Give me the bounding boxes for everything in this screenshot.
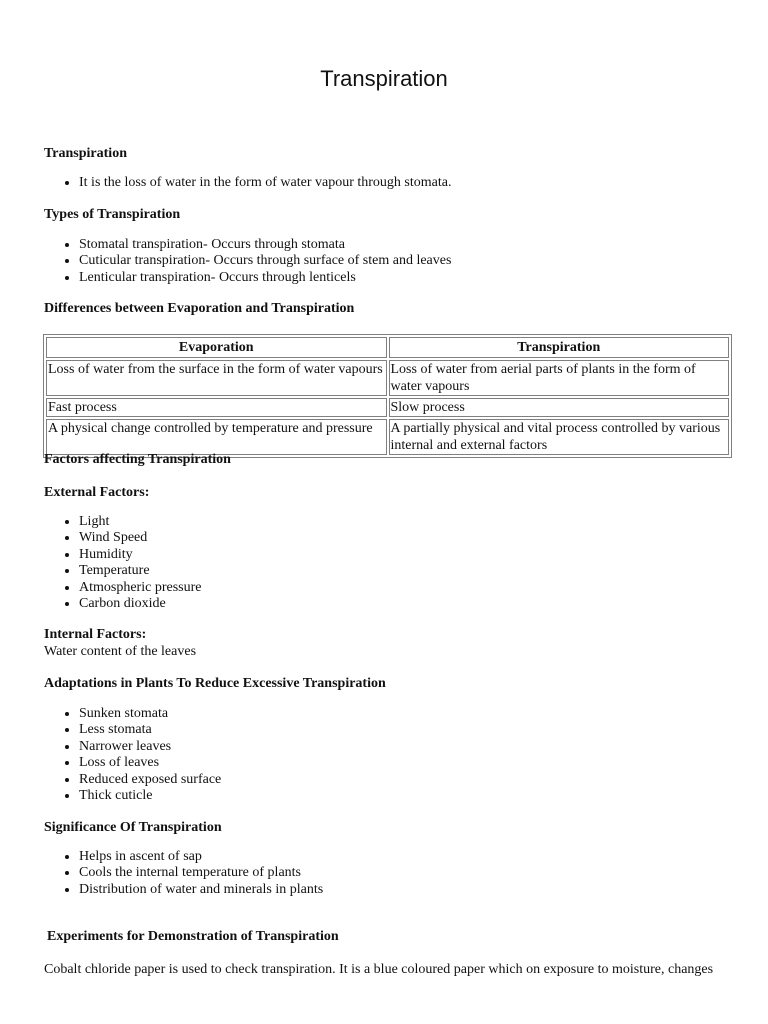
heading-adaptations: Adaptations in Plants To Reduce Excessive Transpiration: [44, 676, 386, 691]
heading-internal-factors: Internal Factors:: [44, 627, 147, 642]
types-list: [44, 237, 451, 286]
page-title: Transpiration: [320, 66, 448, 91]
table-row: [46, 398, 729, 417]
list-item: • Narrower leaves: [79, 739, 221, 755]
comparison-table: [43, 334, 732, 458]
table-cell: Loss of water from the surface in the form of water vapours: [46, 360, 387, 396]
table-row: [46, 360, 729, 396]
internal-factors-text: Water content of the leaves: [44, 644, 197, 659]
external-factors-list: [44, 514, 201, 612]
significance-list: [44, 849, 323, 898]
list-item: • Distribution of water and minerals in plants: [79, 882, 323, 898]
list-item: • Carbon dioxide: [79, 596, 201, 612]
list-item: • Wind Speed: [79, 530, 201, 546]
list-item: • Light: [79, 514, 201, 530]
table-cell: Loss of water from aerial parts of plants in the form of water vapours: [389, 360, 730, 396]
heading-differences: Differences between Evaporation and Transpiration: [44, 301, 355, 316]
column-header-evaporation: Evaporation: [46, 337, 387, 358]
list-item: • Thick cuticle: [79, 788, 221, 804]
column-header-transpiration: Transpiration: [389, 337, 730, 358]
experiments-text: Cobalt chloride paper is used to check transpiration. It is a blue coloured paper which on exposure to moisture, changes: [44, 962, 714, 977]
adaptations-list: [44, 706, 221, 804]
list-item: • Temperature: [79, 563, 201, 579]
list-item: • Reduced exposed surface: [79, 772, 221, 788]
list-item: • Atmospheric pressure: [79, 580, 201, 596]
list-item: • Loss of leaves: [79, 755, 221, 771]
heading-significance: Significance Of Transpiration: [44, 820, 222, 835]
list-item: • Cools the internal temperature of plants: [79, 865, 323, 881]
list-item: • Cuticular transpiration- Occurs through surface of stem and leaves: [79, 253, 451, 269]
list-item: • Lenticular transpiration- Occurs through lenticels: [79, 270, 451, 286]
table-cell: Slow process: [389, 398, 730, 417]
table-header-row: [46, 337, 729, 358]
list-item: • Stomatal transpiration- Occurs through stomata: [79, 237, 451, 253]
list-item: • Less stomata: [79, 722, 221, 738]
list-item: • Humidity: [79, 547, 201, 563]
heading-factors: Factors affecting Transpiration: [44, 452, 231, 467]
table-cell: A partially physical and vital process controlled by various internal and external factors: [389, 419, 730, 455]
heading-experiments: Experiments for Demonstration of Transpiration: [47, 929, 339, 944]
list-item: • Sunken stomata: [79, 706, 221, 722]
table-cell: Fast process: [46, 398, 387, 417]
heading-types-of-transpiration: Types of Transpiration: [44, 207, 181, 222]
heading-transpiration: Transpiration: [44, 146, 127, 161]
transpiration-definition-list: [44, 175, 451, 191]
list-item: • It is the loss of water in the form of water vapour through stomata.: [79, 175, 451, 191]
table-cell: A physical change controlled by temperature and pressure: [46, 419, 387, 455]
table-row: [46, 419, 729, 455]
heading-external-factors: External Factors:: [44, 485, 150, 500]
list-item: • Helps in ascent of sap: [79, 849, 323, 865]
